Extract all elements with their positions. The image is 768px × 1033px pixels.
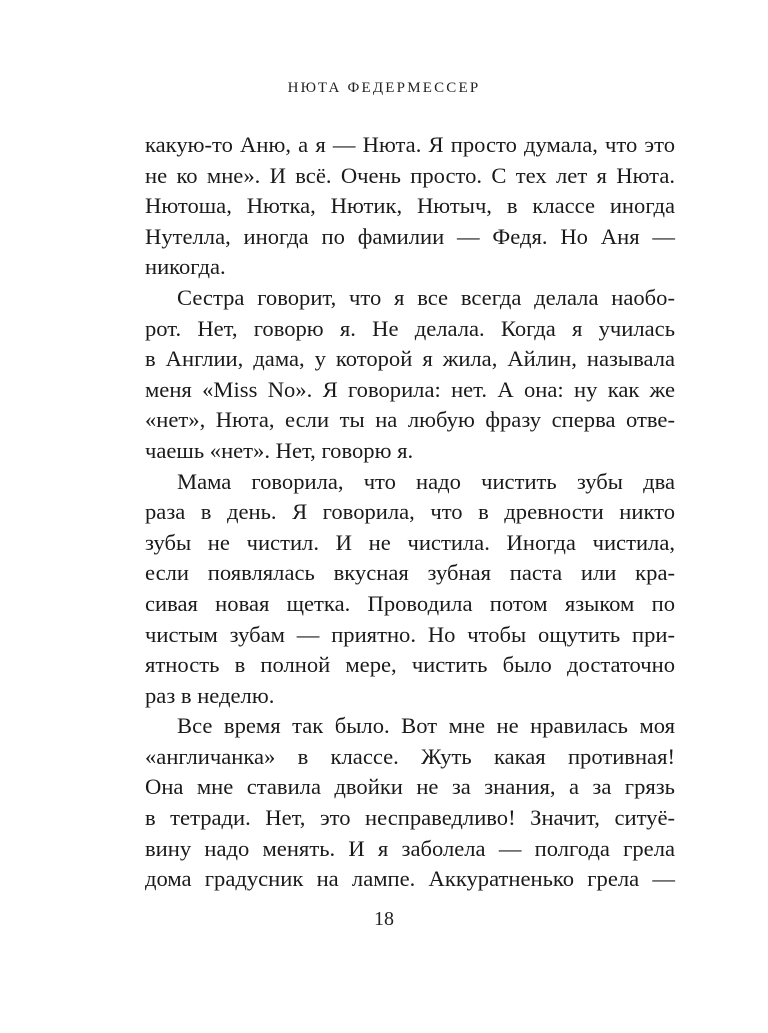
text-line: Все время так было. Вот мне не нравилась моя	[177, 713, 675, 739]
text-line: ятность в полной мере, чистить было достаточно	[145, 652, 675, 678]
text-line: в тетради. Нет, это несправедливо! Значит, ситуё-	[145, 805, 675, 831]
text-line: рот. Нет, говорю я. Не делала. Когда я училась	[145, 315, 675, 341]
text-line: раз в неделю.	[145, 682, 275, 708]
text-line: Сестра говорит, что я все всегда делала наобо-	[177, 284, 675, 310]
text-line: раза в день. Я говорила, что в древности никто	[145, 499, 675, 525]
running-head: НЮТА ФЕДЕРМЕССЕР	[287, 80, 481, 96]
text-line: дома градусник на лампе. Аккуратненько грела —	[145, 866, 675, 892]
text-line: меня «Miss No». Я говорила: нет. А она: ну как же	[145, 376, 675, 402]
text-line: чаешь «нет». Нет, говорю я.	[145, 437, 414, 463]
text-line: Нютоша, Нютка, Нютик, Нютыч, в классе иногда	[145, 193, 675, 219]
text-line: Нутелла, иногда по фамилии — Федя. Но Аня —	[145, 223, 675, 249]
text-line: не ко мне». И всё. Очень просто. С тех лет я Нюта.	[145, 162, 675, 188]
text-line: какую-то Аню, а я — Нюта. Я просто думала, что это	[145, 132, 675, 157]
text-line: никогда.	[145, 254, 226, 280]
body-text	[145, 130, 675, 895]
text-line: в Англии, дама, у которой я жила, Айлин, называла	[145, 346, 675, 372]
page-number: 18	[374, 908, 394, 930]
text-line: если появлялась вкусная зубная паста или кра-	[145, 560, 675, 586]
text-line: сивая новая щетка. Проводила потом языком по	[145, 590, 675, 616]
text-line: Она мне ставила двойки не за знания, а за грязь	[145, 774, 675, 800]
text-line: «англичанка» в классе. Жуть какая противная!	[145, 743, 675, 769]
text-line: Мама говорила, что надо чистить зубы два	[177, 468, 675, 494]
text-line: зубы не чистил. И не чистила. Иногда чистила,	[145, 529, 675, 555]
text-line: «нет», Нюта, если ты на любую фразу сперва отве-	[145, 407, 675, 433]
text-line: вину надо менять. И я заболела — полгода грела	[145, 835, 675, 861]
text-line: чистым зубам — приятно. Но чтобы ощутить при-	[145, 621, 675, 647]
